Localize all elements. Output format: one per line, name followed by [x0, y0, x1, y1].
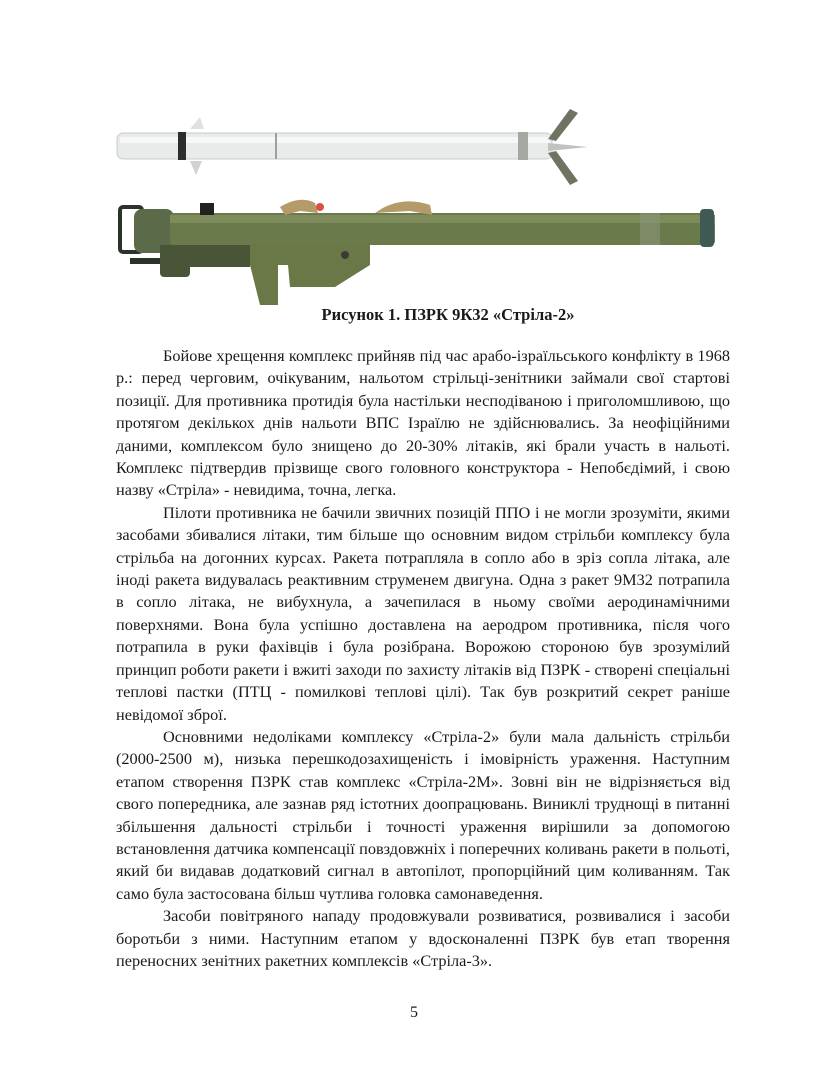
figure-caption [0, 305, 828, 325]
paragraph-2: Пілоти противника не бачили звичних позицій ППО і не могли зрозуміти, якими засобами збивалися літаки, тим більше що основним видом стрільби комплексу була стрільба на догонних курсах. Ракета потрапляла в сопло або в зріз сопла літака, але іноді ракета видувалась реактивним струменем двигуна. Одна з ракет 9М32 потрапила в сопло літака, не вибухнула, а зачепилася в ньому своїми аеродинамічними поверхнями. Вона була успішно доставлена на аеродром противника, після чого потрапила в руки фахівців і була розібрана. Ворожою стороною був зрозумілий принцип роботи ракети і вжиті заходи по захисту літаків від ПЗРК - створені спеціальні теплові пастки (ПТЦ - помилкові теплові цілі). Так був розкритий секрет раніше невідомої зброї. [116, 502, 730, 724]
paragraph-4: Засоби повітряного нападу продовжували розвиватися, розвивалися і засоби боротьби з ними. Наступним етапом у вдосконаленні ПЗРК був етап творення переносних зенітних ракетних комплексів «Стріла-3». [116, 906, 730, 970]
paragraph-3: Основними недоліками комплексу «Стріла-2» були мала дальність стрільби (2000-2500 м), низька перешкодозахищеність і імовірність ураження. Наступним етапом створення ПЗРК став комплекс «Стріла-2М». Зовні він не відрізняється від свого попередника, але зазнав ряд істотних доопрацювань. Виниклі труднощі в питанні збільшення дальності стрільби і точності ураження вирішили за допомогою встановлення датчика компенсації повздовжніх і поперечних коливань ракети в польоті, який би видавав додатковий сигнал в автопілот, пропорційний цим коливанням. Так само була застосована більш чутлива головка самонаведення. [116, 726, 730, 903]
launcher-image [120, 200, 715, 305]
page-number: 5 [410, 1004, 418, 1021]
figure-missile-launcher-image [100, 95, 730, 305]
missile-launcher-illustration [100, 95, 730, 305]
figure-caption-text: Рисунок 1. ПЗРК 9К32 «Стріла-2» [321, 305, 575, 324]
document-body [116, 345, 730, 972]
paragraph-1: Бойове хрещення комплекс прийняв під час арабо-ізраїльського конфлікту в 1968 р.: перед черговим, очікуваним, нальотом стрільці-зенітники займали свої стартові позиції. Для противника протидія була настільки несподіваною і приголомшливою, що протягом декількох днів нальоти ВПС Ізраїлю не здійснювались. За неофіційними даними, комплексом було знищено до 20-30% літаків, які брали участь в нальоті. Комплекс підтвердив прізвище свого головного конструктора - Непобєдімий, і свою назву «Стріла» - невидима, точна, легка. [116, 346, 730, 500]
missile-image [117, 109, 588, 185]
